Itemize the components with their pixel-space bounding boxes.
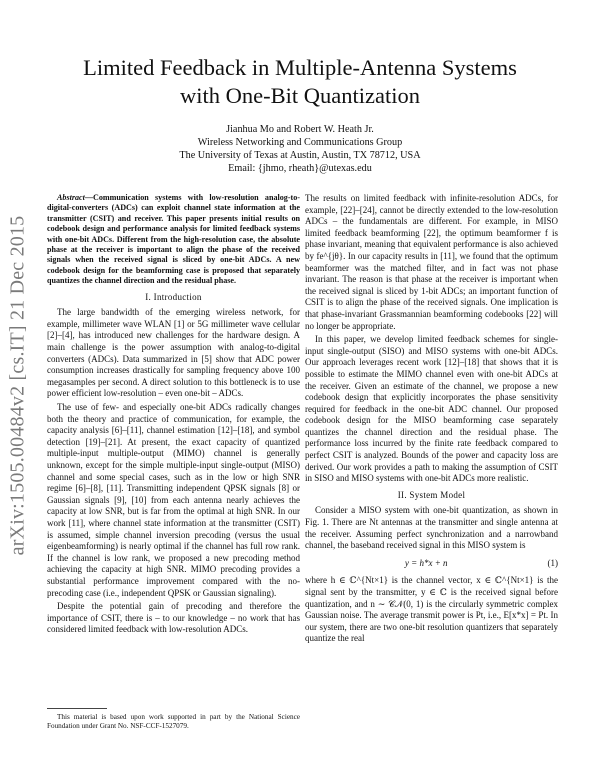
equation-body: y = h*x + n [404,557,448,568]
model-paragraph-1: Consider a MISO system with one-bit quantization, as shown in Fig. 1. There are Nt antennas at the transmitter and single antenna at the receiver. Assuming perfect synchronization and a narrowband channel, the baseband received signal in this MISO system is [305,505,558,551]
section-heading-system-model: II. System Model [397,489,466,500]
title-line-1: Limited Feedback in Multiple-Antenna Systems [83,55,517,80]
equation-number: (1) [547,557,558,568]
affiliation-university: The University of Texas at Austin, Austin, TX 78712, USA [179,150,421,161]
right-paragraph-1: The results on limited feedback with infinite-resolution ADCs, for example, [22]–[24], cannot be directly extended to the low-resolution ADCs – the fundamentals are different. For example, in MISO limited feedback beamforming [22], the optimum beamformer f is phase invariant, meaning that equivalent performance is also achieved by fe^{jθ}. In our capacity results in [11], we found that the optimum beamformer was the matched filter, and in fact was not phase invariant. The reason is that phase at the receiver is important when the received signal is sliced by 1-bit ADCs; an important function of CSIT is to align the phase of the received signals. One implication is that phase-invariant Grassmannian beamforming codebooks [22] will no longer be appropriate. [305,193,558,331]
model-paragraph-2: where h ∈ ℂ^{Nt×1} is the channel vector, x ∈ ℂ^{Nt×1} is the signal sent by the transmitter, y ∈ ℂ is the received signal before quantization, and n ∼ 𝒞𝒩(0, 1) is the circularly symmetric complex Gaussian noise. The average transmit power is Pt, i.e., E[x*x] = Pt. In our system, there are two one-bit resolution quantizers that separately quantize the real [305,575,558,644]
paper-title [40,54,560,110]
abstract-text: —Communication systems with low-resolution analog-to-digital-converters (ADCs) can exploit channel state information at the transmitter (CSIT) and receiver. This paper presents initial results on codebook design and performance analysis for limited feedback systems with one-bit ADCs. Different from the high-resolution case, the absolute phase at the receiver is important to align the phase of the received signals when the received signal is sliced by one-bit ADCs. A new codebook design for the beamforming case is proposed that separately quantizes the channel direction and the residual phase. [47,193,300,286]
author-email: Email: {jhmo, rheath}@utexas.edu [228,163,372,174]
footnote: This material is based upon work supported in part by the National Science Foundation under Grant No. NSF-CCF-1527079. [47,713,300,730]
right-column [305,193,558,647]
arxiv-watermark [4,175,32,595]
left-column [47,193,300,638]
author-block [40,123,560,175]
title-line-2: with One-Bit Quantization [180,83,420,108]
section-heading-introduction: I. Introduction [145,291,202,302]
intro-paragraph-1: The large bandwidth of the emerging wireless network, for example, millimeter wave WLAN [1] or 5G millimeter wave cellular [2]–[4], has introduced new challenges for the hardware design. A main challenge is the power assumption with analog-to-digital converters (ADCs). Data summarized in [5] show that ADC power consumption increases drastically for sampling frequency above 100 megasamples per second. A direct solution to this bottleneck is to use power efficient low-resolution – even one-bit – ADCs. [47,307,300,399]
abstract-label: Abstract [57,193,85,202]
intro-paragraph-2: The use of few- and especially one-bit ADCs radically changes both the theory and practice of communication, for example, the capacity analysis [6]–[11], channel estimation [12]–[18], and symbol detection [19]–[21]. At present, the exact capacity of quantized multiple-input multiple-output (MIMO) channel is generally unknown, except for the simple multiple-input single-output (MISO) channel and some special cases, such as in the low or high SNR regime [6]–[8], [11]. Transmitting independent QPSK signals [8] or Gaussian signals [9], [10] from each antenna nearly achieves the capacity at low SNR, but is far from the optimal at high SNR. In our work [11], where channel state information at the transmitter (CSIT) is assumed, simple channel inversion precoding (versus the usual eigenbeamforming) is nearly optimal if the channel has full row rank. If the channel is low rank, we proposed a new precoding method achieving the capacity at high SNR. MIMO precoding provides a substantial performance improvement compared with the no-precoding case (i.e., independent QPSK or Gaussian signaling). [47,402,300,598]
abstract [47,193,300,287]
affiliation-group: Wireless Networking and Communications Group [197,137,403,148]
equation-1 [305,558,558,570]
intro-paragraph-3: Despite the potential gain of precoding and therefore the importance of CSIT, there is – to our knowledge – no work that has considered limited feedback with low-resolution ADCs. [47,601,300,635]
right-paragraph-2: In this paper, we develop limited feedback schemes for single-input single-output (SISO) and MISO systems with one-bit ADCs. Our approach leverages recent work [12]–[18] that shows that it is possible to estimate the MIMO channel even with one-bit ADCs at the receiver. Given an estimate of the channel, we propose a new codebook design that explicitly incorporates the phase sensitivity required for feedback in the one-bit ADC channel. Our proposed codebook design for the MISO beamforming case separately quantizes the channel direction and the residual phase. The performance loss incurred by the finite rate feedback compared to perfect CSIT is analyzed. Bounds of the power and capacity loss are derived. Our work provides a path to making the assumption of CSIT in SISO and MISO systems with one-bit ADCs more realistic. [305,334,558,484]
arxiv-id: arXiv:1505.00484v2 [cs.IT] 21 Dec 2015 [6,215,29,555]
author-names: Jianhua Mo and Robert W. Heath Jr. [226,124,374,135]
footnote-rule [47,708,107,709]
